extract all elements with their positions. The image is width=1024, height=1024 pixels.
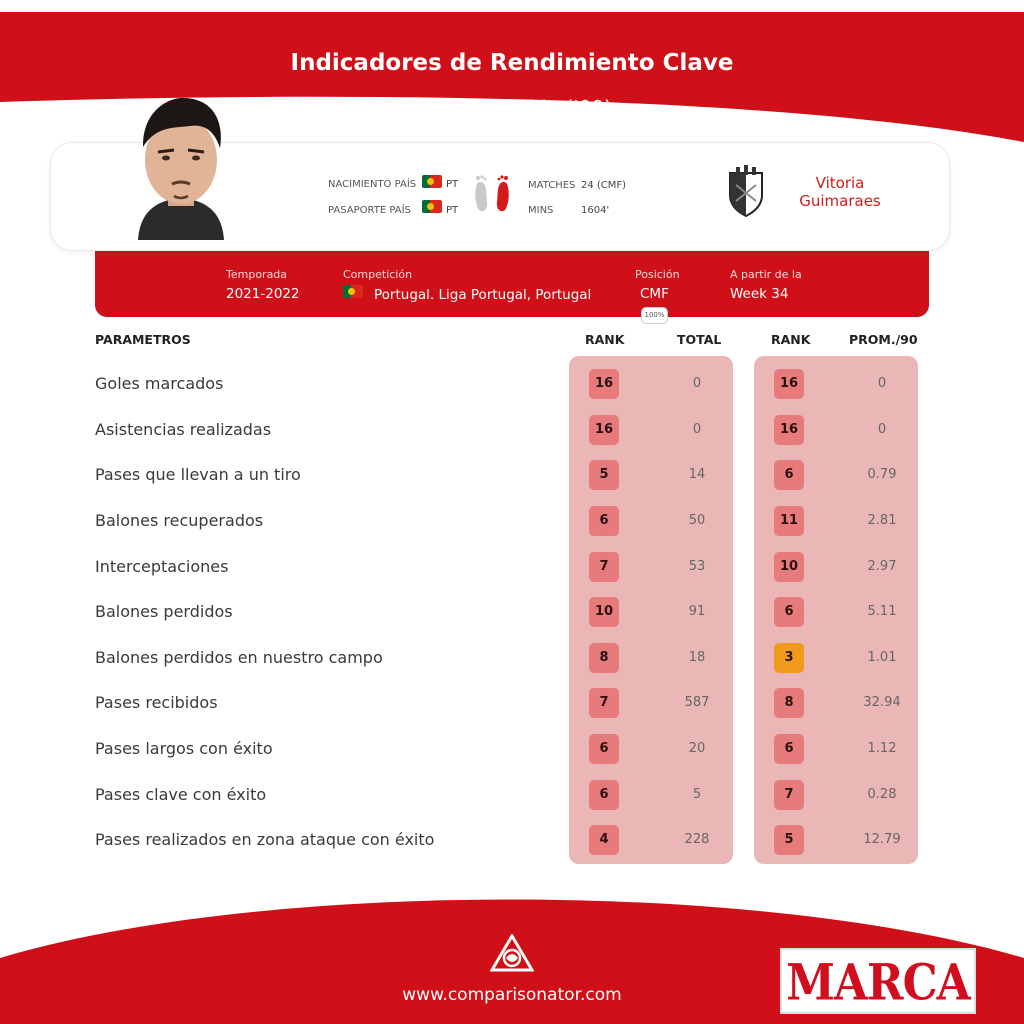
avg-value: 0.79 [867, 467, 897, 482]
total-value: 20 [688, 741, 706, 756]
row-label: Pases clave con éxito [95, 785, 267, 804]
row-label: Interceptaciones [95, 557, 229, 576]
rank-avg-badge: 8 [774, 688, 804, 718]
total-value: 0 [692, 422, 702, 437]
club-name: Vitoria Guimaraes [799, 174, 881, 210]
total-value: 50 [688, 513, 706, 528]
total-value: 5 [692, 787, 702, 802]
rank-total-badge: 4 [589, 825, 619, 855]
rank-total-badge: 6 [589, 780, 619, 810]
club-crest-icon [728, 165, 764, 217]
total-value: 53 [688, 559, 706, 574]
matches-label: MATCHES [528, 180, 576, 191]
avg-value: 1.01 [867, 650, 897, 665]
comparisonator-logo-icon [490, 934, 534, 974]
row-label: Pases recibidos [95, 693, 218, 712]
rank-avg-badge: 11 [774, 506, 804, 536]
minutes-label: MINS [528, 205, 554, 216]
avg-value: 12.79 [863, 832, 901, 847]
column-header-rank-avg: RANK [771, 332, 811, 347]
rank-total-badge: 16 [589, 415, 619, 445]
marca-logo [780, 948, 976, 1014]
matches-value: 24 (CMF) [581, 180, 627, 191]
rank-avg-badge: 16 [774, 369, 804, 399]
row-label: Pases largos con éxito [95, 739, 273, 758]
rank-avg-badge: 6 [774, 460, 804, 490]
total-value: 587 [684, 695, 710, 710]
position-percentage-badge: 100% [641, 307, 668, 324]
column-header-total: TOTAL [677, 332, 722, 347]
avg-value: 5.11 [867, 604, 897, 619]
rank-total-badge: 6 [589, 506, 619, 536]
position-label: Posición [635, 268, 680, 281]
rank-total-badge: 16 [589, 369, 619, 399]
total-value: 91 [688, 604, 706, 619]
from-week-value: Week 34 [730, 286, 789, 302]
rank-avg-badge: 16 [774, 415, 804, 445]
preferred-foot-icon [471, 174, 519, 214]
rank-total-badge: 6 [589, 734, 619, 764]
player-photo [128, 92, 234, 240]
row-label: Balones perdidos en nuestro campo [95, 648, 383, 667]
avg-value: 2.81 [867, 513, 897, 528]
season-label: Temporada [226, 268, 288, 281]
marca-logo-text: MARCA [786, 954, 970, 1013]
column-header-params: PARAMETROS [95, 332, 191, 347]
total-value: 14 [688, 467, 706, 482]
minutes-value: 1604' [581, 205, 610, 216]
avg-value: 2.97 [867, 559, 897, 574]
rank-avg-badge: 6 [774, 734, 804, 764]
season-value: 2021-2022 [226, 286, 300, 302]
row-label: Asistencias realizadas [95, 420, 272, 439]
birth-country-code: PT [446, 179, 459, 190]
portugal-flag-icon [422, 200, 442, 213]
row-label: Pases que llevan a un tiro [95, 465, 301, 484]
passport-country-code: PT [446, 205, 459, 216]
rank-avg-badge: 10 [774, 552, 804, 582]
total-value: 228 [684, 832, 710, 847]
row-label: Pases realizados en zona ataque con éxito [95, 830, 435, 849]
from-week-label: A partir de la [730, 268, 802, 281]
row-label: Balones recuperados [95, 511, 264, 530]
rank-total-badge: 7 [589, 552, 619, 582]
avg-value: 0 [877, 376, 887, 391]
player-name: André Almeida ('00) [412, 96, 612, 120]
season-bar [95, 251, 929, 317]
rank-total-badge: 8 [589, 643, 619, 673]
birth-country-label: NACIMIENTO PAÍS [328, 179, 417, 190]
competition-label: Competición [343, 268, 413, 281]
row-label: Balones perdidos [95, 602, 233, 621]
avg-value: 0 [877, 422, 887, 437]
column-header-avg-per-90: PROM./90 [849, 332, 918, 347]
avg-value: 1.12 [867, 741, 897, 756]
portugal-flag-icon [422, 175, 442, 188]
portugal-flag-icon [343, 285, 363, 298]
passport-country-label: PASAPORTE PAÍS [328, 205, 411, 216]
total-value: 18 [688, 650, 706, 665]
competition-value: Portugal. Liga Portugal, Portugal [374, 287, 592, 303]
rank-avg-badge: 7 [774, 780, 804, 810]
rank-avg-badge-highlight: 3 [774, 643, 804, 673]
avg-value: 32.94 [863, 695, 901, 710]
column-header-rank-total: RANK [585, 332, 625, 347]
avg-value: 0.28 [867, 787, 897, 802]
row-label: Goles marcados [95, 374, 224, 393]
rank-total-badge: 5 [589, 460, 619, 490]
page-title: Indicadores de Rendimiento Clave [290, 50, 734, 76]
footer-url: www.comparisonator.com [402, 985, 622, 1005]
rank-avg-badge: 6 [774, 597, 804, 627]
rank-total-badge: 10 [589, 597, 619, 627]
total-value: 0 [692, 376, 702, 391]
rank-total-badge: 7 [589, 688, 619, 718]
position-value: CMF [640, 286, 669, 302]
rank-avg-badge: 5 [774, 825, 804, 855]
